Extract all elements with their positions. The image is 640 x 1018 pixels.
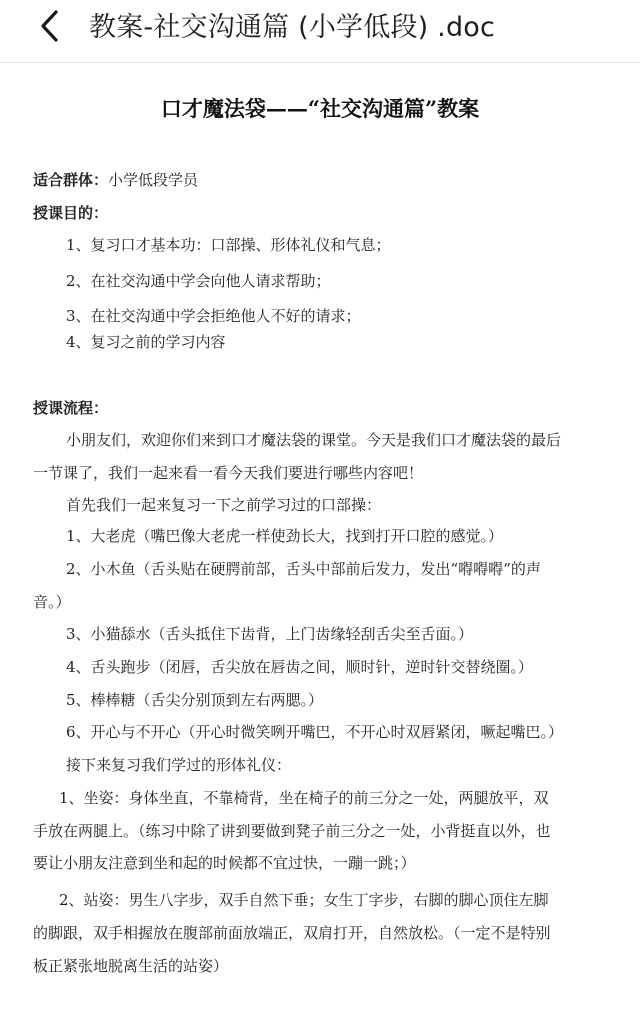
purpose-item: 4、复习之前的学习内容 bbox=[66, 333, 226, 351]
mouth-exercise-item: 5、棒棒糖（舌尖分别顶到左右两腮。） bbox=[66, 691, 324, 709]
purpose-item: 1、复习口才基本功：口部操、形体礼仪和气息； bbox=[66, 236, 391, 254]
purpose-item: 2、在社交沟通中学会向他人请求帮助； bbox=[66, 272, 331, 290]
purpose-item: 3、在社交沟通中学会拒绝他人不好的请求； bbox=[66, 307, 361, 325]
mouth-exercise-item: 2、小木鱼（舌头贴在硬腭前部，舌头中部前后发力，发出“嘚嘚嘚”的声 bbox=[66, 560, 541, 578]
intro-line: 一节课了，我们一起来看一看今天我们要进行哪些内容吧！ bbox=[33, 464, 424, 482]
chevron-left-icon bbox=[28, 4, 80, 56]
top-bar bbox=[0, 0, 640, 63]
intro-line: 首先我们一起来复习一下之前学习过的口部操： bbox=[66, 496, 382, 514]
mouth-exercise-item: 4、舌头跑步（闭唇，舌尖放在唇齿之间，顺时针，逆时针交替绕圈。） bbox=[66, 658, 534, 676]
etiquette-line: 手放在两腿上。（练习中除了讲到要做到凳子前三分之一处，小背挺直以外，也 bbox=[33, 822, 551, 840]
etiquette-line: 1、坐姿：身体坐直，不靠椅背，坐在椅子的前三分之一处，两腿放平，双 bbox=[59, 789, 549, 807]
page-heading: 口才魔法袋——“社交沟通篇”教案 bbox=[160, 96, 480, 121]
purpose-label: 授课目的： bbox=[33, 204, 109, 222]
mouth-exercise-item: 音。） bbox=[33, 593, 71, 611]
process-label: 授课流程： bbox=[33, 399, 109, 417]
audience-value: 小学低段学员 bbox=[108, 171, 199, 189]
etiquette-line: 板正紧张地脱离生活的站姿） bbox=[33, 957, 229, 975]
etiquette-line: 要让小朋友注意到坐和起的时候都不宜过快，一蹦一跳；） bbox=[33, 854, 416, 872]
back-button[interactable] bbox=[28, 4, 80, 56]
document-page[interactable] bbox=[0, 63, 640, 1018]
mouth-exercise-item: 6、开心与不开心（开心时微笑咧开嘴巴，不开心时双唇紧闭，噘起嘴巴。） bbox=[66, 723, 564, 741]
audience-label: 适合群体： bbox=[33, 171, 109, 189]
etiquette-line: 2、站姿：男生八字步，双手自然下垂；女生丁字步，右脚的脚心顶住左脚 bbox=[59, 891, 549, 909]
mouth-exercise-item: 1、大老虎（嘴巴像大老虎一样使劲长大，找到打开口腔的感觉。） bbox=[66, 527, 504, 545]
audience-line bbox=[33, 170, 198, 190]
intro-line: 小朋友们，欢迎你们来到口才魔法袋的课堂。今天是我们口才魔法袋的最后 bbox=[66, 431, 562, 449]
etiquette-intro: 接下来复习我们学过的形体礼仪： bbox=[66, 756, 292, 774]
document-title: 教案-社交沟通篇 (小学低段) .doc bbox=[89, 12, 496, 43]
etiquette-line: 的脚跟，双手相握放在腹部前面放端正，双肩打开，自然放松。（一定不是特别 bbox=[33, 924, 551, 942]
mouth-exercise-item: 3、小猫舔水（舌头抵住下齿背，上门齿缘轻刮舌尖至舌面。） bbox=[66, 625, 474, 643]
